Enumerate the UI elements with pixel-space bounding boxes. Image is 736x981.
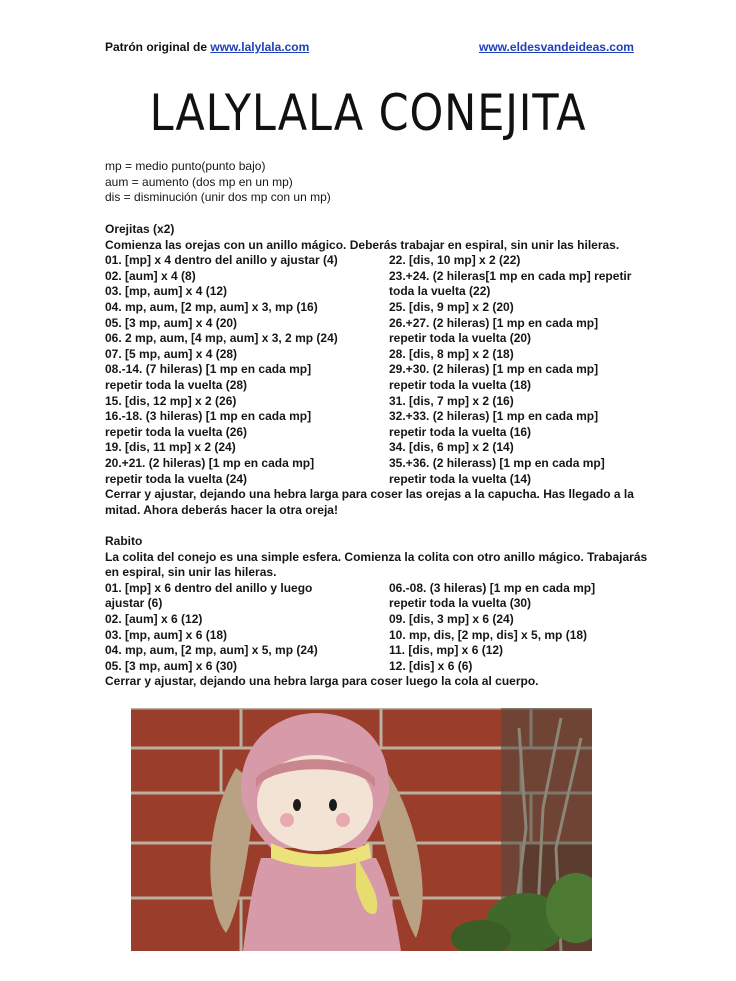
- pattern-row: repetir toda la vuelta (30): [389, 596, 532, 611]
- orejitas-intro: Comienza las orejas con un anillo mágico. Deberás trabajar en espiral, sin unir las hileras.: [105, 237, 620, 252]
- pattern-row: 34. [dis, 6 mp] x 2 (14): [389, 440, 514, 455]
- abbreviations: [105, 159, 635, 206]
- orejitas-left-column: [105, 253, 389, 487]
- pattern-row: 29.+30. (2 hileras) [1 mp en cada mp]: [389, 362, 599, 377]
- pattern-row: 05. [3 mp, aum] x 6 (30): [105, 658, 238, 673]
- pattern-row: 08.-14. (7 hileras) [1 mp en cada mp]: [105, 362, 312, 377]
- pattern-row: 35.+36. (2 hilerass) [1 mp en cada mp]: [389, 455, 605, 470]
- pattern-row: 22. [dis, 10 mp] x 2 (22): [389, 253, 521, 268]
- header-source: [105, 40, 309, 54]
- pattern-row: 10. mp, dis, [2 mp, dis] x 5, mp (18): [389, 627, 588, 642]
- orejitas-heading: Orejitas (x2): [105, 222, 175, 236]
- rabito-rows: [105, 581, 635, 675]
- doll-photo: [131, 708, 592, 951]
- pattern-row: repetir toda la vuelta (26): [105, 424, 248, 439]
- pattern-row: toda la vuelta (22): [389, 284, 491, 299]
- header-prefix: Patrón original de: [105, 40, 211, 54]
- rabito-intro-2: en espiral, sin unir las hileras.: [105, 565, 277, 580]
- pattern-row: 25. [dis, 9 mp] x 2 (20): [389, 299, 514, 314]
- orejitas-section: [105, 222, 635, 518]
- orejitas-rows: [105, 253, 635, 487]
- rabito-section: [105, 534, 648, 690]
- pattern-row: 06. 2 mp, aum, [4 mp, aum] x 3, 2 mp (24): [105, 331, 338, 346]
- pattern-row: 03. [mp, aum] x 6 (18): [105, 627, 228, 642]
- rabito-left-column: [105, 581, 389, 675]
- abbr-line: mp = medio punto(punto bajo): [105, 159, 266, 173]
- pattern-row: 32.+33. (2 hileras) [1 mp en cada mp]: [389, 409, 599, 424]
- pattern-row: 02. [aum] x 4 (8): [105, 268, 196, 283]
- pattern-row: 26.+27. (2 hileras) [1 mp en cada mp]: [389, 315, 599, 330]
- pattern-row: 06.-08. (3 hileras) [1 mp en cada mp]: [389, 580, 596, 595]
- header-right: [479, 40, 634, 54]
- pattern-row: 11. [dis, mp] x 6 (12): [389, 643, 504, 658]
- pattern-row: repetir toda la vuelta (28): [105, 377, 248, 392]
- pattern-row: ajustar (6): [105, 596, 163, 611]
- orejitas-closing-2: mitad. Ahora deberás hacer la otra oreja!: [105, 502, 338, 517]
- abbr-line: aum = aumento (dos mp en un mp): [105, 174, 293, 189]
- pattern-row: 12. [dis] x 6 (6): [389, 658, 473, 673]
- pattern-row: 31. [dis, 7 mp] x 2 (16): [389, 393, 514, 408]
- pattern-row: 01. [mp] x 4 dentro del anillo y ajustar (4): [105, 253, 338, 268]
- doll-photo-illustration: [131, 708, 592, 951]
- pattern-row: 03. [mp, aum] x 4 (12): [105, 284, 228, 299]
- pattern-row: repetir toda la vuelta (24): [105, 471, 248, 486]
- pattern-row: 16.-18. (3 hileras) [1 mp en cada mp]: [105, 409, 312, 424]
- pattern-row: repetir toda la vuelta (14): [389, 471, 532, 486]
- rabito-right-column: [389, 581, 635, 675]
- eldesvan-link[interactable]: www.eldesvandeideas.com: [479, 40, 634, 54]
- pattern-row: 23.+24. (2 hileras[1 mp en cada mp] repetir: [389, 268, 632, 283]
- pattern-row: 20.+21. (2 hileras) [1 mp en cada mp]: [105, 455, 315, 470]
- pattern-row: repetir toda la vuelta (16): [389, 424, 532, 439]
- pattern-row: repetir toda la vuelta (18): [389, 377, 532, 392]
- rabito-closing: Cerrar y ajustar, dejando una hebra larga para coser luego la cola al cuerpo.: [105, 674, 539, 689]
- pattern-row: 01. [mp] x 6 dentro del anillo y luego: [105, 580, 313, 595]
- pattern-row: 04. mp, aum, [2 mp, aum] x 5, mp (24): [105, 643, 318, 658]
- rabito-heading: Rabito: [105, 534, 143, 548]
- abbr-line: dis = disminución (unir dos mp con un mp): [105, 190, 331, 205]
- pattern-row: 07. [5 mp, aum] x 4 (28): [105, 346, 238, 361]
- pattern-row: 15. [dis, 12 mp] x 2 (26): [105, 393, 237, 408]
- page-title: LALYLALA CONEJITA: [149, 84, 587, 142]
- orejitas-closing: Cerrar y ajustar, dejando una hebra larga para coser las orejas a la capucha. Has llegado a la: [105, 487, 634, 502]
- pattern-row: 19. [dis, 11 mp] x 2 (24): [105, 440, 236, 455]
- pattern-row: 02. [aum] x 6 (12): [105, 611, 203, 626]
- lalylala-link[interactable]: www.lalylala.com: [210, 40, 310, 54]
- pattern-row: 05. [3 mp, aum] x 4 (20): [105, 315, 238, 330]
- pattern-row: 28. [dis, 8 mp] x 2 (18): [389, 346, 514, 361]
- pattern-row: repetir toda la vuelta (20): [389, 331, 532, 346]
- orejitas-right-column: [389, 253, 635, 487]
- pattern-row: 04. mp, aum, [2 mp, aum] x 3, mp (16): [105, 299, 318, 314]
- rabito-intro: La colita del conejo es una simple esfera. Comienza la colita con otro anillo mágico. Trabajarás: [105, 549, 648, 564]
- pattern-row: 09. [dis, 3 mp] x 6 (24): [389, 611, 514, 626]
